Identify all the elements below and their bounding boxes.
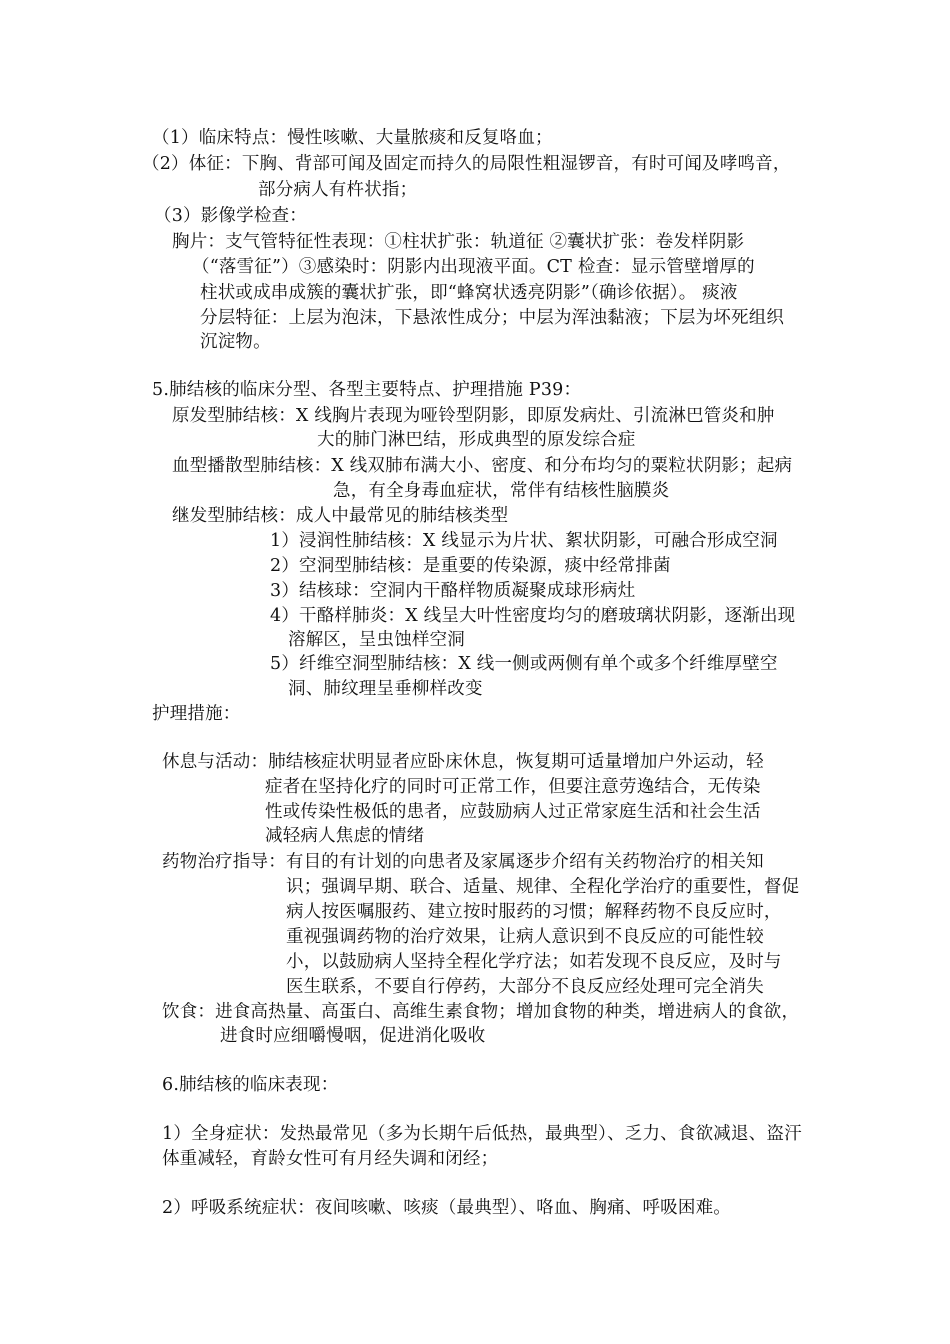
drug-guidance-line-6: 医生联系，不要自行停药，大部分不良反应经处理可完全消失 bbox=[286, 977, 764, 997]
subtype-2: 2）空洞型肺结核：是重要的传染源，痰中经常排菌 bbox=[270, 556, 671, 576]
subtype-5-line-1: 5）纤维空洞型肺结核：X 线一侧或两侧有单个或多个纤维厚壁空 bbox=[270, 654, 778, 674]
nursing-title: 护理措施： bbox=[152, 704, 241, 724]
rest-activity-line-2: 症者在坚持化疗的同时可正常工作，但要注意劳逸结合，无传染 bbox=[265, 777, 761, 797]
imaging-line-2: （“落雪征”）③感染时：阴影内出现液平面。CT 检查：显示管壁增厚的 bbox=[192, 257, 755, 277]
imaging-line-1: 胸片：支气管特征性表现：①柱状扩张：轨道征 ②囊状扩张：卷发样阴影 bbox=[172, 232, 745, 252]
subtype-4-line-2: 溶解区，呈虫蚀样空洞 bbox=[288, 630, 465, 650]
drug-guidance-line-2: 识；强调早期、联合、适量、规律、全程化学治疗的重要性，督促 bbox=[286, 877, 800, 897]
respiratory-symptoms-line: 2）呼吸系统症状：夜间咳嗽、咳痰（最典型）、咯血、胸痛、呼吸困难。 bbox=[162, 1198, 731, 1218]
imaging-title: （3）影像学检查： bbox=[154, 206, 307, 226]
systemic-symptoms-line-2: 体重减轻，育龄女性可有月经失调和闭经； bbox=[162, 1149, 499, 1169]
rest-activity-line-4: 减轻病人焦虑的情绪 bbox=[265, 826, 425, 846]
drug-guidance-line-5: 小，以鼓励病人坚持全程化学疗法；如若发现不良反应，及时与 bbox=[286, 952, 782, 972]
subtype-4-line-1: 4）干酪样肺炎：X 线呈大叶性密度均匀的磨玻璃状阴影，逐渐出现 bbox=[270, 606, 796, 626]
imaging-line-3: 柱状或成串成簇的囊状扩张，即“蜂窝状透亮阴影”（确诊依据）。 痰液 bbox=[200, 283, 738, 303]
primary-tb-line-2: 大的肺门淋巴结，形成典型的原发综合症 bbox=[317, 430, 636, 450]
primary-tb-line-1: 原发型肺结核：X 线胸片表现为哑铃型阴影，即原发病灶、引流淋巴管炎和肿 bbox=[172, 406, 775, 426]
signs-line-2: 部分病人有杵状指； bbox=[258, 180, 418, 200]
secondary-tb-line: 继发型肺结核：成人中最常见的肺结核类型 bbox=[172, 506, 509, 526]
drug-guidance-line-1: 药物治疗指导：有目的有计划的向患者及家属逐步介绍有关药物治疗的相关知 bbox=[162, 852, 764, 872]
drug-guidance-line-4: 重视强调药物的治疗效果，让病人意识到不良反应的可能性较 bbox=[286, 927, 764, 947]
imaging-line-4: 分层特征：上层为泡沫，下悬浓性成分；中层为浑浊黏液；下层为坏死组织 bbox=[200, 308, 785, 328]
subtype-5-line-2: 洞、肺纹理呈垂柳样改变 bbox=[288, 679, 483, 699]
hematogenous-tb-line-1: 血型播散型肺结核：X 线双肺布满大小、密度、和分布均匀的粟粒状阴影；起病 bbox=[172, 456, 793, 476]
imaging-line-5: 沉淀物。 bbox=[200, 332, 271, 352]
signs-line-1: （2）体征：下胸、背部可闻及固定而持久的局限性粗湿锣音，有时可闻及哮鸣音， bbox=[142, 154, 791, 174]
diet-line-2: 进食时应细嚼慢咽，促进消化吸收 bbox=[220, 1026, 486, 1046]
subtype-1: 1）浸润性肺结核：X 线显示为片状、絮状阴影，可融合形成空洞 bbox=[270, 531, 778, 551]
rest-activity-line-3: 性或传染性极低的患者，应鼓励病人过正常家庭生活和社会生活 bbox=[265, 802, 761, 822]
clinical-features-line: （1）临床特点：慢性咳嗽、大量脓痰和反复咯血； bbox=[152, 128, 553, 148]
hematogenous-tb-line-2: 急，有全身毒血症状，常伴有结核性脑膜炎 bbox=[333, 481, 670, 501]
section5-title: 5.肺结核的临床分型、各型主要特点、护理措施 P39： bbox=[152, 380, 582, 400]
diet-line-1: 饮食：进食高热量、高蛋白、高维生素食物；增加食物的种类，增进病人的食欲， bbox=[162, 1002, 800, 1022]
drug-guidance-line-3: 病人按医嘱服药、建立按时服药的习惯；解释药物不良反应时， bbox=[286, 902, 782, 922]
section6-title: 6.肺结核的临床表现： bbox=[162, 1075, 339, 1095]
rest-activity-line-1: 休息与活动：肺结核症状明显者应卧床休息，恢复期可适量增加户外运动，轻 bbox=[162, 752, 764, 772]
systemic-symptoms-line-1: 1）全身症状：发热最常见（多为长期午后低热，最典型）、乏力、食欲减退、盗汗 bbox=[162, 1124, 802, 1144]
subtype-3: 3）结核球：空洞内干酪样物质凝聚成球形病灶 bbox=[270, 581, 636, 601]
